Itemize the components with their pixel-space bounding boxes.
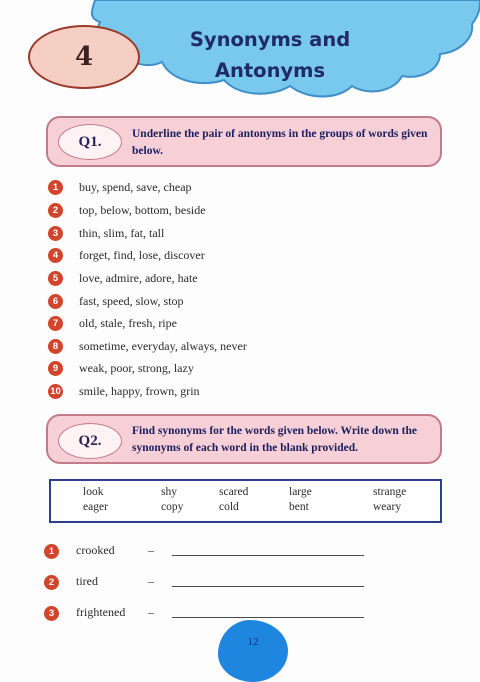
word-bank [49, 479, 442, 523]
blank-word: frightened [76, 605, 126, 619]
chapter-title-line2: Antonyms [214, 59, 326, 82]
q2-instruction: Find synonyms for the words given below. Write down the synonyms of each word in the blank provided. [132, 425, 417, 454]
item-text: fast, speed, slow, stop [79, 293, 184, 308]
item-text: forget, find, lose, discover [79, 247, 205, 262]
chapter-number-badge [28, 25, 140, 89]
blank-number-badge: 3 [44, 606, 59, 621]
item-text: thin, slim, fat, tall [79, 225, 165, 240]
word-bank-word: look [83, 486, 104, 498]
word-bank-word: bent [289, 501, 309, 513]
word-bank-word: eager [83, 501, 108, 513]
item-number-badge: 8 [48, 339, 63, 354]
q1-instruction-box [46, 116, 442, 167]
page-number: 12 [247, 636, 259, 648]
item-number-badge: 4 [48, 248, 63, 263]
item-text: sometime, everyday, always, never [79, 338, 247, 353]
item-number-badge: 2 [48, 203, 63, 218]
list-item [48, 292, 184, 310]
item-text: top, below, bottom, beside [79, 202, 206, 217]
word-bank-word: cold [219, 501, 239, 513]
list-item [48, 337, 247, 355]
q2-instruction-box [46, 414, 442, 464]
item-text: weak, poor, strong, lazy [79, 360, 194, 375]
item-text: buy, spend, save, cheap [79, 179, 192, 194]
item-number-badge: 6 [48, 294, 63, 309]
blank-row [44, 572, 374, 592]
word-bank-word: weary [373, 501, 402, 513]
page-number-blob [218, 620, 288, 682]
list-item [48, 314, 177, 332]
chapter-title [160, 24, 380, 86]
word-bank-word: large [289, 486, 312, 498]
blank-row [44, 603, 374, 623]
word-bank-word: shy [161, 486, 177, 498]
q2-label: Q2. [58, 423, 122, 459]
item-text: love, admire, adore, hate [79, 270, 198, 285]
item-number-badge: 10 [48, 384, 63, 399]
list-item [48, 269, 198, 287]
q1-instruction: Underline the pair of antonyms in the groups of words given below. [132, 128, 428, 157]
chapter-title-line1: Synonyms and [189, 28, 351, 51]
answer-blank-line[interactable] [172, 617, 364, 618]
chapter-number: 4 [74, 42, 94, 72]
list-item [48, 178, 192, 196]
answer-blank-line[interactable] [172, 586, 364, 587]
word-bank-word: strange [373, 486, 407, 498]
item-text: old, stale, fresh, ripe [79, 315, 177, 330]
item-number-badge: 5 [48, 271, 63, 286]
word-bank-word: copy [161, 501, 184, 513]
blank-dash: – [148, 543, 154, 557]
list-item [48, 224, 164, 242]
blank-dash: – [148, 605, 154, 619]
blank-number-badge: 1 [44, 544, 59, 559]
list-item [48, 246, 205, 264]
blank-dash: – [148, 574, 154, 588]
blank-word: tired [76, 574, 98, 588]
item-number-badge: 7 [48, 316, 63, 331]
q1-label: Q1. [58, 124, 122, 160]
word-bank-word: scared [219, 486, 249, 498]
answer-blank-line[interactable] [172, 555, 364, 556]
item-text: smile, happy, frown, grin [79, 383, 200, 398]
item-number-badge: 9 [48, 361, 63, 376]
blank-number-badge: 2 [44, 575, 59, 590]
item-number-badge: 1 [48, 180, 63, 195]
list-item [48, 359, 194, 377]
blank-row [44, 541, 374, 561]
blank-word: crooked [76, 543, 115, 557]
item-number-badge: 3 [48, 226, 63, 241]
list-item [48, 382, 200, 400]
list-item [48, 201, 206, 219]
